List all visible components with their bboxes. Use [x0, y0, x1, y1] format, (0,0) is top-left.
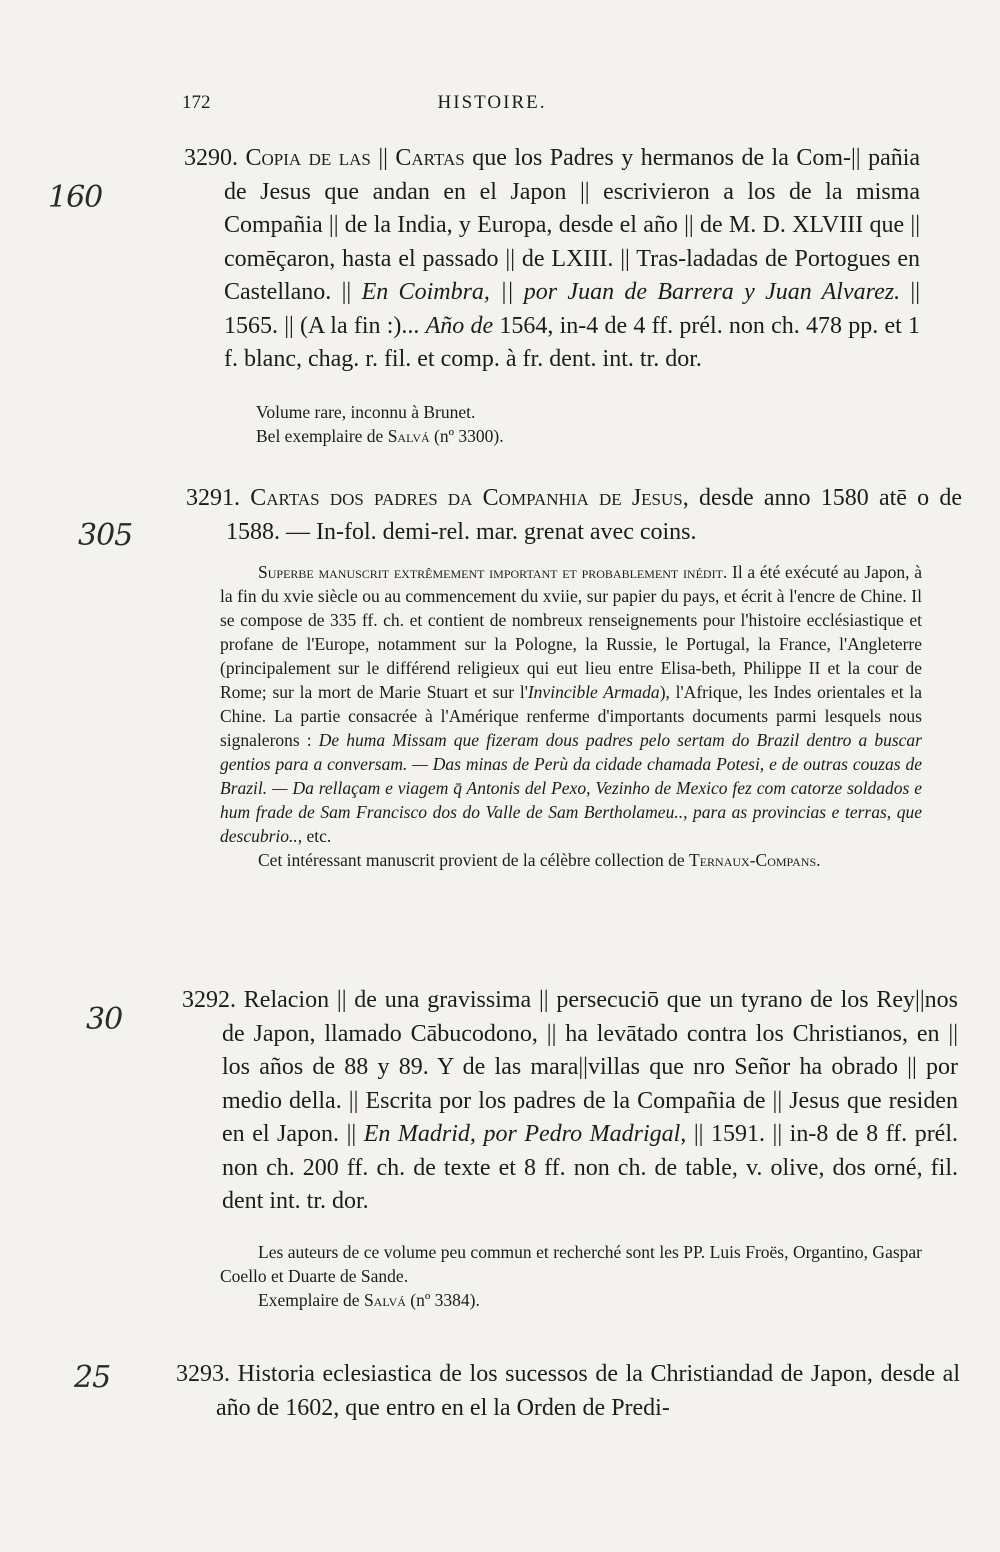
entry-date-label: Año de [425, 312, 494, 339]
note-line [256, 424, 856, 448]
note-text: Cet intéressant manuscrit provient de la célèbre collection de [258, 850, 685, 870]
note-text: Exemplaire de [258, 1290, 360, 1310]
entry-description-cont: || 1565. || (A la fin :)... [224, 279, 921, 339]
entry-title: Cartas dos padres da Companhia de Jesus, [250, 485, 689, 511]
entry-3290-notes [256, 400, 856, 448]
note-paragraph [220, 1288, 922, 1312]
entry-3292-notes [220, 1240, 922, 1312]
entry-title-cont: || Cartas [378, 145, 465, 171]
entry-imprint: En Coimbra, || por Juan de Barrera y Juan Alvarez. [361, 279, 901, 305]
note-collector: Salvá [363, 1290, 406, 1310]
entry-number: 3290. [184, 145, 238, 171]
entry-collation: || 1591. || in-8 de 8 ff. prél. non ch. 200 ff. ch. de texte et 8 ff. non ch. de table, v. olive, dos orné, fil. dent int. tr. dor. [222, 1121, 959, 1214]
note-text: etc. [306, 826, 332, 846]
entry-description: que los Padres y hermanos de la Com-|| pañia de Jesus que andan en el Japon || escrivieron a los de la misma Compañia || de la India, y Europa, desde el año || de M. D. XLVIII que || comēçaron, hasta el passado || de LXIII. || Tras-ladadas de Portogues en Castellano. || [224, 145, 921, 305]
page-number: 172 [182, 92, 211, 113]
entry-3292 [182, 984, 958, 1219]
entry-title: Copia de las [245, 145, 371, 171]
note-paragraph [220, 560, 922, 848]
page-header [182, 92, 922, 122]
entry-number: 3292. [182, 987, 236, 1013]
entry-number: 3291. [186, 485, 240, 511]
margin-price-3293: 25 [74, 1360, 111, 1395]
entry-3291 [186, 482, 962, 549]
note-line: Volume rare, inconnu à Brunet. [256, 402, 476, 422]
entry-description: Relacion || de una gravissima || persecuciō que un tyrano de los Rey||nos de Japon, llamado Cābucodono, || ha levātado contra los Christianos, en || los años de 88 y 89. Y de las mara||villas que nro Señor ha obrado || por medio della. || Escrita por los padres de la Compañia de || Jesus que residen en el Japon. || [222, 987, 958, 1147]
note-paragraph: Les auteurs de ce volume peu commun et recherché sont les PP. Luis Froës, Organtino, Gaspar Coello et Duarte de Sande. [220, 1242, 922, 1286]
running-title: HISTOIRE. [437, 92, 547, 113]
note-paragraph [220, 848, 922, 872]
note-text: Il a été exécuté au Japon, à la fin du xvie siècle ou au commencement du xviie, sur papier du pays, et écrit à l'encre de Chine. Il se compose de 335 ff. ch. et contient de nombreux renseignements pour l'histoire ecclésiastique et profane de l'Europe, notamment sur la Pologne, la Russie, le Portugal, la France, l'Angleterre (principalement sur le différend religieux qui eut lieu entre Elisa-beth, Philippe II et la cour de Rome; sur la mort de Marie Stuart et sur l' [220, 562, 922, 702]
note-italic: De huma Missam que fizeram dous padres pelo sertam do Brazil dentro a buscar gentios para a conversam. — Das minas de Perù da cidade chamada Potesi, e de outras couzas de Brazil. — Da rellaçam e viagem q̄ Antonis del Pexo, Vezinho de Mexico fez com catorze soldados e hum frade de Sam Francisco dos do Valle de Sam Bertholameu.., para as provincias e terras, que descubrio.., [220, 730, 922, 846]
entry-3293 [176, 1358, 960, 1425]
note-heading: Superbe manuscrit extrêmement important et probablement inédit. [258, 562, 728, 582]
entry-3291-notes [220, 560, 922, 872]
entry-description: desde anno 1580 atē o de 1588. — In-fol. demi-rel. mar. grenat avec coins. [226, 485, 963, 545]
margin-price-3292: 30 [86, 1002, 123, 1037]
note-collector: Ternaux-Compans. [689, 850, 821, 870]
note-text: ), l'Afrique, les Indes orientales et la Chine. La partie consacrée à l'Amérique renferme d'importants documents parmi lesquels nous signalerons : [220, 682, 922, 750]
note-collector: Salvá [387, 426, 430, 446]
note-ref: (nº 3300). [434, 426, 504, 446]
margin-price-3291: 305 [78, 518, 133, 553]
entry-number: 3293. [176, 1361, 230, 1387]
entry-3290 [184, 142, 920, 377]
margin-price-3290: 160 [48, 180, 103, 215]
entry-imprint: En Madrid, por Pedro Madrigal, [363, 1121, 687, 1147]
note-text: Bel exemplaire de [256, 426, 384, 446]
entry-description: Historia eclesiastica de los sucessos de la Christiandad de Japon, desde al año de 1602, que entro en el la Orden de Predi- [216, 1361, 961, 1421]
note-ref: (nº 3384). [410, 1290, 480, 1310]
note-italic: Invincible Armada [527, 682, 660, 702]
entry-collation: 1564, in-4 de 4 ff. prél. non ch. 478 pp. et 1 f. blanc, chag. r. fil. et comp. à fr. dent. int. tr. dor. [224, 312, 921, 372]
